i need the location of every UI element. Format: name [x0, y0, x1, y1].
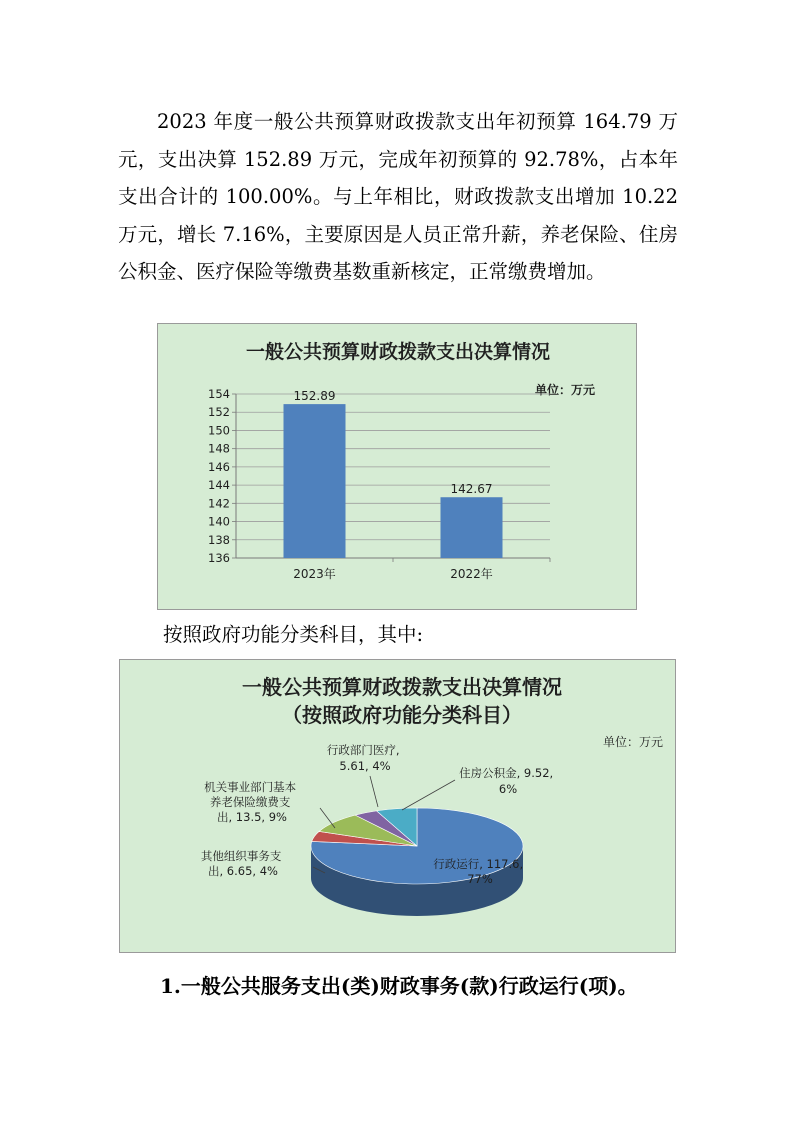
pie-chart-title: 一般公共预算财政拨款支出决算情况 [242, 675, 562, 699]
bar-chart-title: 一般公共预算财政拨款支出决算情况 [245, 341, 551, 363]
pie-chart-unit: 单位：万元 [602, 735, 663, 749]
leader-line [402, 780, 455, 810]
bar-chart-unit: 单位：万元 [534, 383, 595, 397]
bar [441, 497, 503, 558]
y-tick-label: 136 [208, 551, 230, 565]
intro-paragraph: 2023 年度一般公共预算财政拨款支出年初预算 164.79 万元，支出决算 152.89 万元，完成年初预算的 92.78%，占本年支出合计的 100.00%。与上年相比，财政拨款支出增加 10.22 万元，增长 7.16%，主要原因是人员正常升薪，养老保险、住房公积金、医疗保险等缴费基数重新核定，正常缴费增加。 [118, 110, 678, 283]
bar-value-label: 142.67 [450, 482, 493, 497]
y-tick-label: 140 [208, 514, 230, 529]
leader-line [370, 776, 378, 807]
y-tick-label: 154 [208, 387, 230, 401]
x-category-label: 2022年 [450, 567, 493, 581]
x-category-label: 2023年 [293, 567, 336, 581]
bar-chart-gridlines [236, 394, 550, 558]
y-tick-label: 138 [208, 532, 230, 547]
pie-chart-panel [119, 659, 676, 953]
y-tick-label: 152 [208, 405, 230, 420]
y-tick-label: 144 [208, 478, 230, 493]
leader-line [320, 808, 335, 828]
slice-label-yanglao-baoxian: 机关事业部门基本 养老保险缴费支 出, 13.5, 9% [204, 780, 297, 824]
y-tick-label: 142 [208, 496, 230, 511]
bar-chart-x-axis [293, 558, 550, 581]
slice-label-gongjijin: 住房公积金, 9.52, 6% [459, 766, 554, 796]
section-heading: 1.一般公共服务支出(类)财政事务(款)行政运行(项)。 [160, 974, 638, 998]
bar-value-label: 152.89 [293, 389, 336, 404]
y-tick-label: 146 [208, 459, 230, 474]
bar-chart-panel [157, 323, 637, 610]
y-tick-label: 148 [208, 441, 230, 456]
bar-chart [158, 324, 636, 609]
slice-label-xingzheng-yunxing: 行政运行, 117.6, 77% [433, 857, 524, 886]
slice-label-yiliao: 行政部门医疗, 5.61, 4% [326, 743, 400, 773]
bar [284, 404, 346, 558]
bar-chart-bars [284, 389, 503, 558]
y-tick-label: 150 [208, 423, 230, 438]
slice-label-qita-zuzhi: 其他组织事务支 出, 6.65, 4% [200, 849, 282, 878]
pie-chart-subtitle: （按照政府功能分类科目） [282, 703, 522, 727]
function-classification-lead: 按照政府功能分类科目，其中: [163, 623, 424, 646]
pie-chart [120, 660, 675, 952]
